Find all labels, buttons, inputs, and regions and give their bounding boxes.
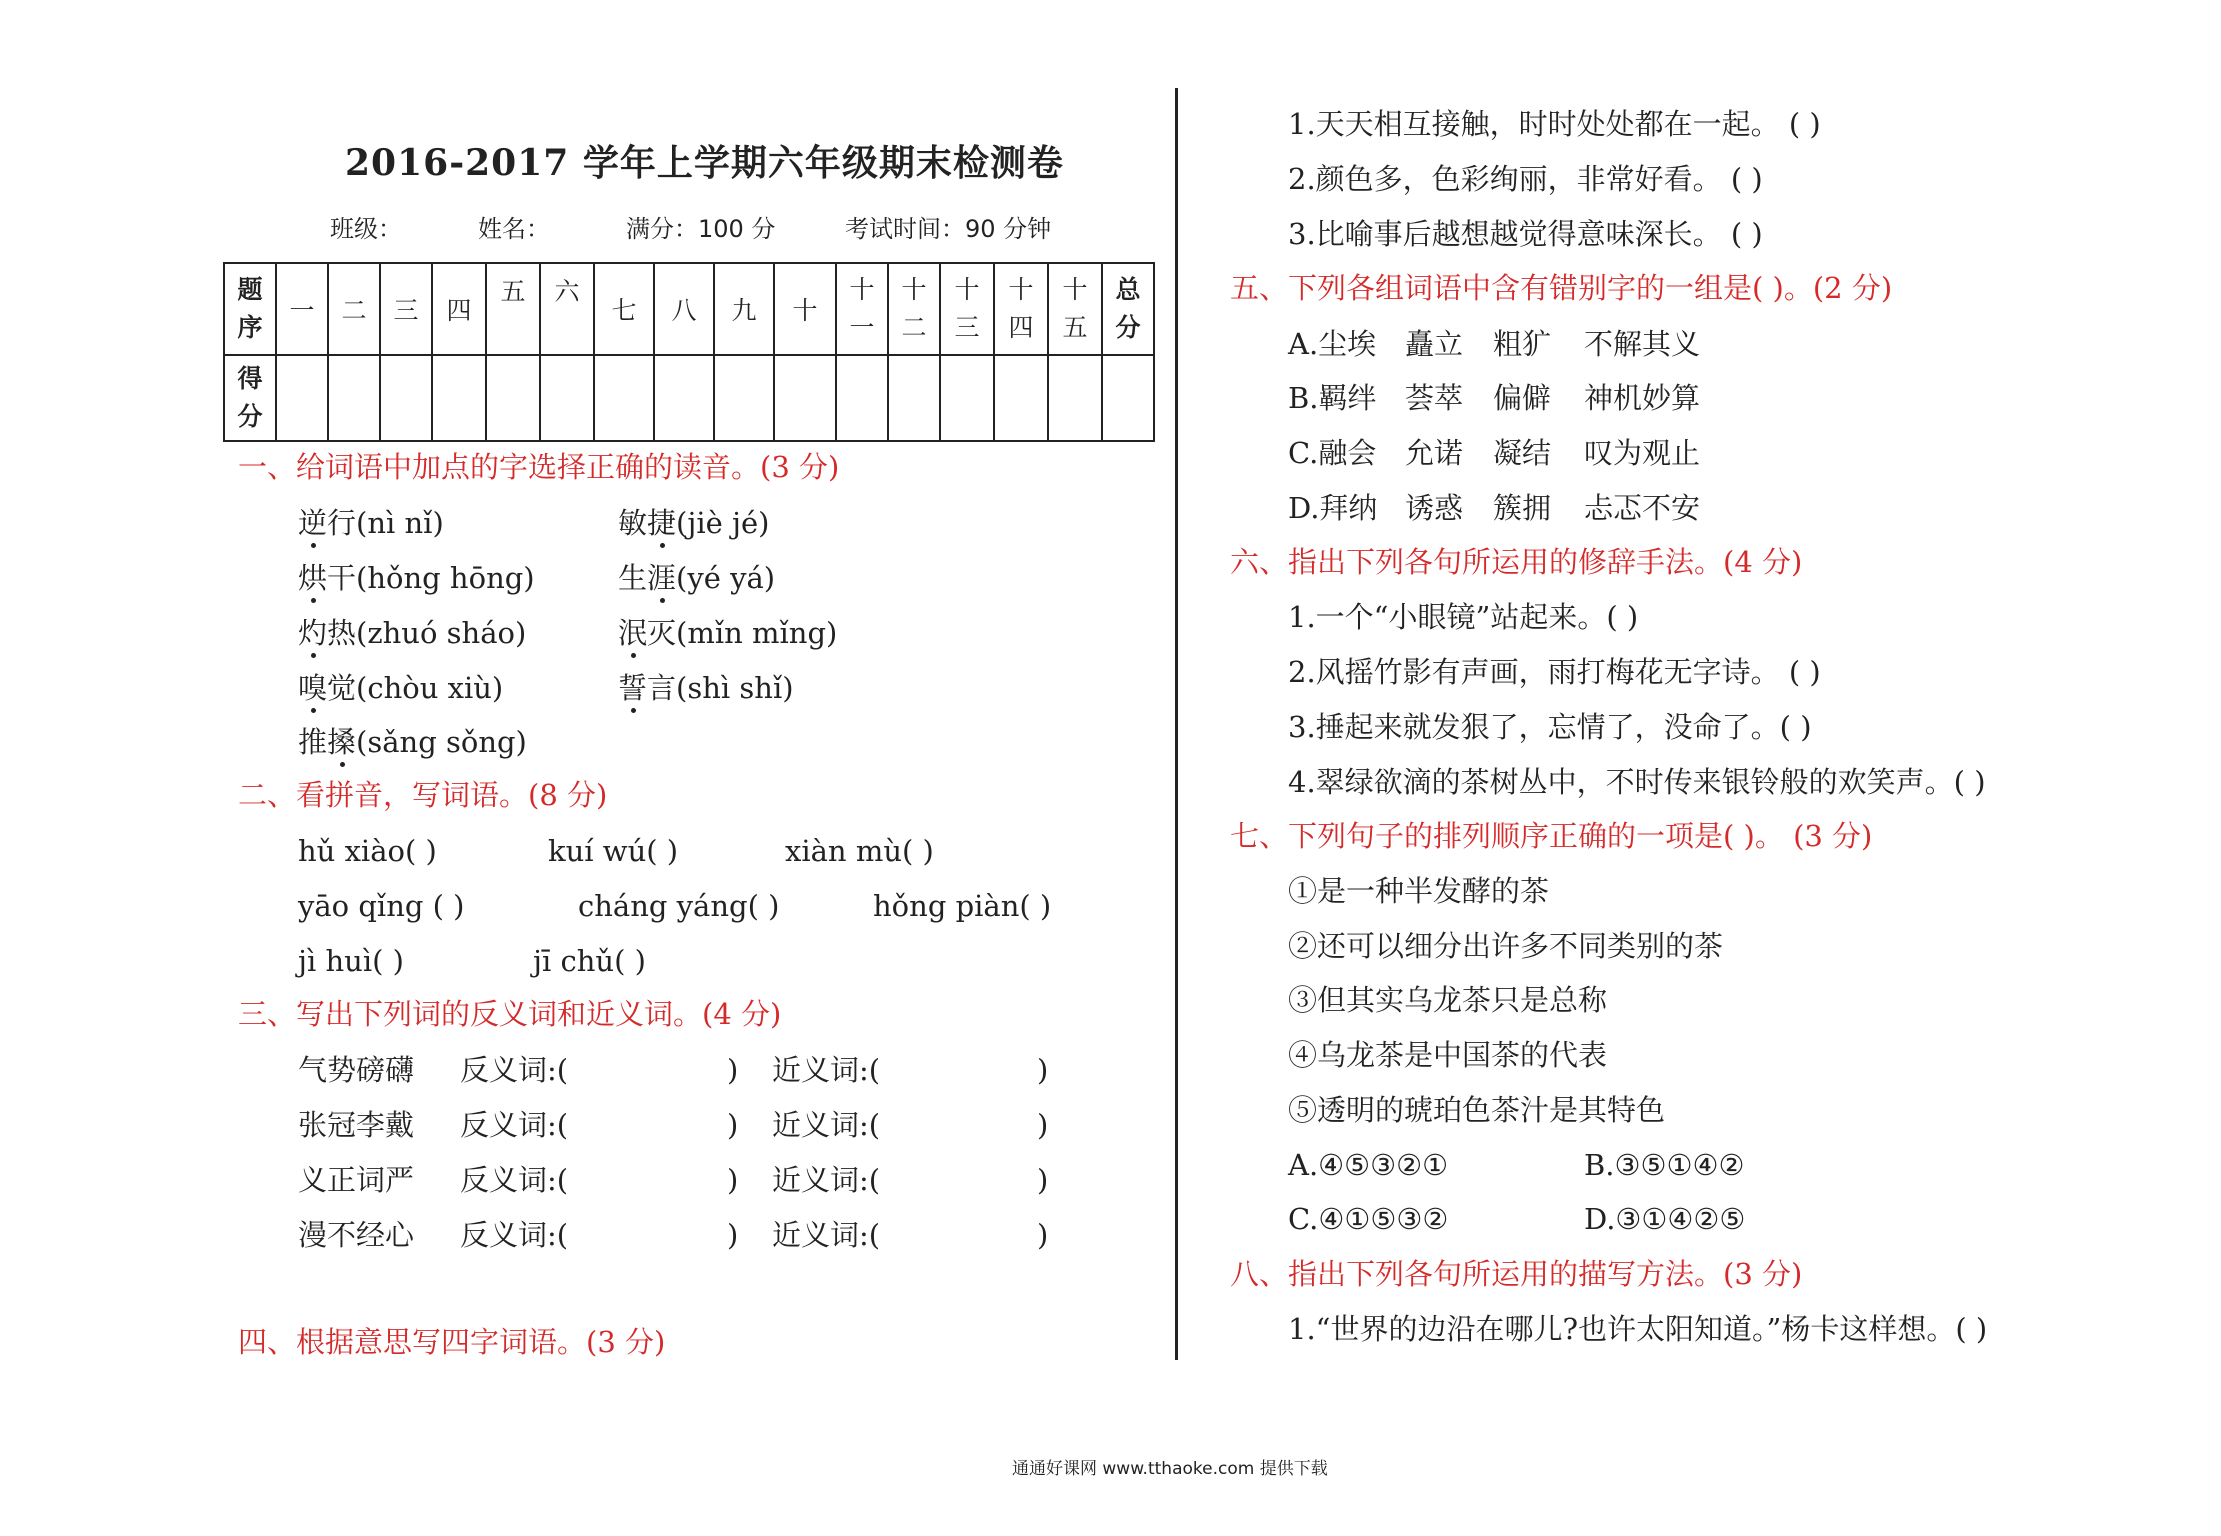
- s5-option-word: 凝结: [1493, 436, 1552, 470]
- score-table-header-cell: 三: [380, 263, 432, 355]
- section-2-heading: 二、看拼音，写词语。(8 分): [238, 778, 608, 812]
- s3-antonym-label: 反义词:(: [460, 1163, 569, 1197]
- s6-item: 3.捶起来就发狠了，忘情了，没命了。( ): [1288, 710, 1812, 744]
- s5-option-word: 粗犷: [1493, 327, 1552, 361]
- score-input-cell[interactable]: [432, 355, 486, 441]
- pinyin-item: xiàn mù( ): [785, 834, 934, 868]
- s7-sentence: ⑤透明的琥珀色茶汁是其特色: [1288, 1093, 1666, 1127]
- s7-sentence: ③但其实乌龙茶只是总称: [1288, 983, 1608, 1017]
- section-6-heading: 六、指出下列各句所运用的修辞手法。(4 分): [1230, 545, 1803, 579]
- score-table: [223, 262, 1155, 442]
- s3-synonym-close: ): [1037, 1163, 1049, 1197]
- section-1-heading: 一、给词语中加点的字选择正确的读音。(3 分): [238, 450, 840, 484]
- class-label: 班级：: [330, 215, 402, 243]
- s6-item: 4.翠绿欲滴的茶树丛中，不时传来银铃般的欢笑声。( ): [1288, 765, 1986, 799]
- pinyin-item: jī chǔ( ): [533, 944, 646, 978]
- s7-option: D.③①④②⑤: [1584, 1202, 1746, 1236]
- score-table-header-cell: 十三: [940, 263, 994, 355]
- s5-option-word: 不解其义: [1584, 327, 1701, 361]
- s5-option-word: 偏僻: [1493, 381, 1552, 415]
- section-4-heading: 四、根据意思写四字词语。(3 分): [238, 1325, 666, 1359]
- s5-option-word: A.尘埃: [1288, 327, 1377, 361]
- pronunciation-item: 推搡(sǎng sǒng): [298, 725, 527, 759]
- section-5-heading: 五、下列各组词语中含有错别字的一组是( )。(2 分): [1230, 271, 1893, 305]
- pinyin-item: hǒng piàn( ): [873, 889, 1052, 923]
- pronunciation-item: 烘干(hǒng hōng): [298, 561, 535, 595]
- s5-option-word: 诱惑: [1405, 491, 1464, 525]
- score-input-cell[interactable]: [940, 355, 994, 441]
- s7-sentence: ②还可以细分出许多不同类别的茶: [1288, 929, 1724, 963]
- s5-option-word: 簇拥: [1493, 491, 1552, 525]
- footer-credit: 通通好课网 www.tthaoke.com 提供下载: [1012, 1459, 1328, 1479]
- s3-word: 气势磅礴: [298, 1053, 415, 1087]
- score-input-cell[interactable]: [540, 355, 594, 441]
- s7-sentence: ④乌龙茶是中国茶的代表: [1288, 1038, 1608, 1072]
- score-input-cell[interactable]: [486, 355, 540, 441]
- s3-antonym-close: ): [727, 1053, 739, 1087]
- s3-synonym-close: ): [1037, 1053, 1049, 1087]
- row-label-question: 题 序: [224, 263, 276, 355]
- score-input-cell[interactable]: [994, 355, 1048, 441]
- s3-synonym-label: 近义词:(: [772, 1163, 881, 1197]
- pinyin-item: hǔ xiào( ): [298, 834, 437, 868]
- s7-option: B.③⑤①④②: [1584, 1148, 1745, 1182]
- pronunciation-item: 誓言(shì shǐ): [618, 671, 794, 705]
- section-7-heading: 七、下列句子的排列顺序正确的一项是( )。 (3 分): [1230, 819, 1873, 853]
- full-score-label: 满分：100 分: [626, 215, 776, 243]
- score-table-header-cell: 七: [594, 263, 654, 355]
- score-table-header-cell: 八: [654, 263, 714, 355]
- score-input-cell[interactable]: [1048, 355, 1102, 441]
- s3-antonym-close: ): [727, 1218, 739, 1252]
- s5-option-word: 忐忑不安: [1584, 491, 1701, 525]
- score-table-header-cell: 五: [486, 263, 540, 355]
- s5-option-word: D.拜纳: [1288, 491, 1378, 525]
- score-input-cell[interactable]: [774, 355, 836, 441]
- score-input-cell[interactable]: [1102, 355, 1154, 441]
- s4-item: 3.比喻事后越想越觉得意味深长。 ( ): [1288, 217, 1763, 251]
- s3-antonym-label: 反义词:(: [460, 1218, 569, 1252]
- s5-option-word: C.融会: [1288, 436, 1377, 470]
- s3-synonym-close: ): [1037, 1108, 1049, 1142]
- s8-item: 1.“世界的边沿在哪儿?也许太阳知道。”杨卡这样想。( ): [1288, 1312, 1988, 1346]
- score-input-cell[interactable]: [594, 355, 654, 441]
- score-table-header-cell: 二: [328, 263, 380, 355]
- page-title: 2016-2017 学年上学期六年级期末检测卷: [345, 142, 1064, 184]
- section-3-heading: 三、写出下列词的反义词和近义词。(4 分): [238, 997, 782, 1031]
- s4-item: 2.颜色多，色彩绚丽，非常好看。 ( ): [1288, 162, 1763, 196]
- name-label: 姓名：: [478, 215, 550, 243]
- score-input-cell[interactable]: [836, 355, 888, 441]
- score-table-header-cell: 九: [714, 263, 774, 355]
- pronunciation-item: 生涯(yé yá): [618, 561, 776, 595]
- s5-option-word: 允诺: [1405, 436, 1464, 470]
- pinyin-item: cháng yáng( ): [578, 889, 780, 923]
- score-input-cell[interactable]: [714, 355, 774, 441]
- pronunciation-item: 嗅觉(chòu xiù): [298, 671, 504, 705]
- score-input-cell[interactable]: [380, 355, 432, 441]
- exam-time-label: 考试时间：90 分钟: [845, 215, 1052, 243]
- s3-synonym-label: 近义词:(: [772, 1053, 881, 1087]
- s3-antonym-label: 反义词:(: [460, 1108, 569, 1142]
- s3-antonym-close: ): [727, 1108, 739, 1142]
- pinyin-item: kuí wú( ): [548, 834, 679, 868]
- s7-sentence: ①是一种半发酵的茶: [1288, 874, 1550, 908]
- score-table-header-cell: 一: [276, 263, 328, 355]
- score-table-header-cell: 十: [774, 263, 836, 355]
- s5-option-word: B.羁绊: [1288, 381, 1377, 415]
- score-table-header-cell: 总分: [1102, 263, 1154, 355]
- pronunciation-item: 泯灭(mǐn mǐng): [618, 616, 838, 650]
- s4-item: 1.天天相互接触，时时处处都在一起。 ( ): [1288, 107, 1821, 141]
- pronunciation-item: 敏捷(jiè jé): [618, 506, 770, 540]
- row-label-score: 得 分: [224, 355, 276, 441]
- s3-antonym-label: 反义词:(: [460, 1053, 569, 1087]
- score-table-header-cell: 十一: [836, 263, 888, 355]
- score-input-cell[interactable]: [654, 355, 714, 441]
- pinyin-item: jì huì( ): [298, 944, 404, 978]
- s6-item: 1.一个“小眼镜”站起来。( ): [1288, 600, 1639, 634]
- pronunciation-item: 逆行(nì nǐ): [298, 506, 444, 540]
- pronunciation-item: 灼热(zhuó sháo): [298, 616, 527, 650]
- s3-word: 义正词严: [298, 1163, 415, 1197]
- s3-synonym-close: ): [1037, 1218, 1049, 1252]
- s3-synonym-label: 近义词:(: [772, 1218, 881, 1252]
- section-8-heading: 八、指出下列各句所运用的描写方法。(3 分): [1230, 1257, 1803, 1291]
- pinyin-item: yāo qǐng ( ): [298, 889, 465, 923]
- s3-antonym-close: ): [727, 1163, 739, 1197]
- score-input-cell[interactable]: [328, 355, 380, 441]
- score-table-header-cell: 十五: [1048, 263, 1102, 355]
- score-table-header-cell: 十四: [994, 263, 1048, 355]
- score-table-header-cell: 六: [540, 263, 594, 355]
- score-input-cell[interactable]: [276, 355, 328, 441]
- score-table-header-cell: 四: [432, 263, 486, 355]
- score-input-cell[interactable]: [888, 355, 940, 441]
- s5-option-word: 叹为观止: [1584, 436, 1701, 470]
- s7-option: C.④①⑤③②: [1288, 1202, 1449, 1236]
- s3-word: 张冠李戴: [298, 1108, 415, 1142]
- s5-option-word: 矗立: [1405, 327, 1464, 361]
- column-divider: [1175, 88, 1178, 1360]
- score-table-header-cell: 十二: [888, 263, 940, 355]
- s5-option-word: 荟萃: [1405, 381, 1464, 415]
- s3-word: 漫不经心: [298, 1218, 415, 1252]
- s7-option: A.④⑤③②①: [1288, 1148, 1449, 1182]
- s5-option-word: 神机妙算: [1584, 381, 1701, 415]
- s6-item: 2.风摇竹影有声画，雨打梅花无字诗。 ( ): [1288, 655, 1821, 689]
- s3-synonym-label: 近义词:(: [772, 1108, 881, 1142]
